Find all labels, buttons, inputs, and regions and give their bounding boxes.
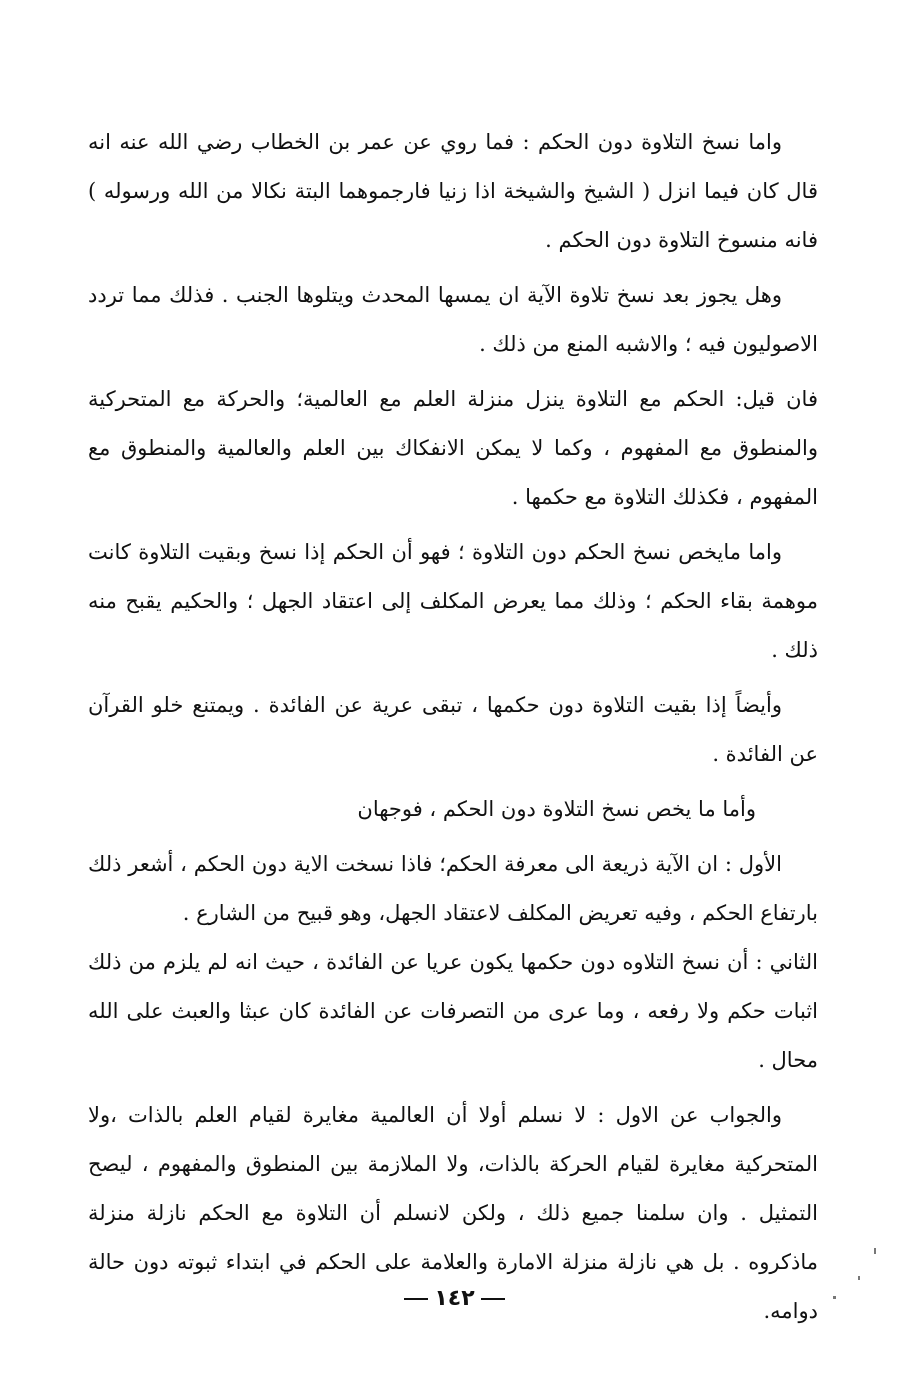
left-dash — [481, 1298, 505, 1300]
paragraph-first: الأول : ان الآية ذريعة الى معرفة الحكم؛ فاذا نسخت الاية دون الحكم ، أشعر ذلك بارتفاع الحكم ، وفيه تعريض المكلف لاعتقاد الجهل، وهو قبيح من الشارع . — [88, 852, 818, 925]
paragraph-answer: والجواب عن الاول : لا نسلم أولا أن العالمية مغايرة لقيام العلم بالذات ،ولا المتحركية مغايرة لقيام الحركة بالذات، ولا الملازمة بين المنطوق والمفهوم ، ليصح التمثيل . وان سلمنا جميع ذلك ، ولكن لانسلم أن التلاوة مع الحكم نازلة منزلة ماذكروه . بل هي نازلة منزلة الامارة والعلامة على الحكم في ابتداء ثبوته دون حالة دوامه. — [88, 1103, 818, 1323]
paragraph-also: وأيضاً إذا بقيت التلاوة دون حكمها ، تبقى عرية عن الفائدة . ويمتنع خلو القرآن عن الفائدة . — [88, 693, 818, 766]
scan-speck — [833, 1296, 836, 1299]
paragraph-second: الثاني : أن نسخ التلاوه دون حكمها يكون عريا عن الفائدة ، حيث انه لم يلزم من ذلك اثبات حكم ولا رفعه ، وما عرى من التصرفات عن الفائدة كان عبثا والعبث على الله محال . — [88, 950, 818, 1072]
paragraph-abrogation-recitation: واما نسخ التلاوة دون الحكم : فما روي عن عمر بن الخطاب رضي الله عنه انه قال كان فيما انزل ( الشيخ والشيخة اذا زنيا فارجموهما البتة نكالا من الله ورسوله ) فانه منسوخ التلاوة دون الحكم . — [88, 130, 818, 252]
paragraph-objection: فان قيل: الحكم مع التلاوة ينزل منزلة العلم مع العالمية؛ والحركة مع المتحركية والمنطوق مع المفهوم ، وكما لا يمكن الانفكاك بين العلم والعالمية والمنطوق مع المفهوم ، فكذلك التلاوة مع حكمها . — [88, 387, 818, 509]
page-body — [88, 118, 818, 1336]
scan-speck — [874, 1248, 876, 1254]
paragraph-touching-abrogated: وهل يجوز بعد نسخ تلاوة الآية ان يمسها المحدث ويتلوها الجنب . فذلك مما تردد الاصوليون فيه ؛ والاشبه المنع من ذلك . — [88, 283, 818, 356]
page-number-value: ١٤٢ — [434, 1286, 475, 1311]
page-number — [0, 1286, 909, 1311]
paragraph-ruling-only: واما مايخص نسخ الحكم دون التلاوة ؛ فهو أن الحكم إذا نسخ وبقيت التلاوة كانت موهمة بقاء الحكم ؛ وذلك مما يعرض المكلف إلى اعتقاد الجهل ؛ والحكيم يقبح منه ذلك . — [88, 540, 818, 662]
paragraph-two-aspects: وأما ما يخص نسخ التلاوة دون الحكم ، فوجهان — [357, 797, 756, 821]
right-dash — [404, 1298, 428, 1300]
scan-speck — [858, 1276, 860, 1280]
